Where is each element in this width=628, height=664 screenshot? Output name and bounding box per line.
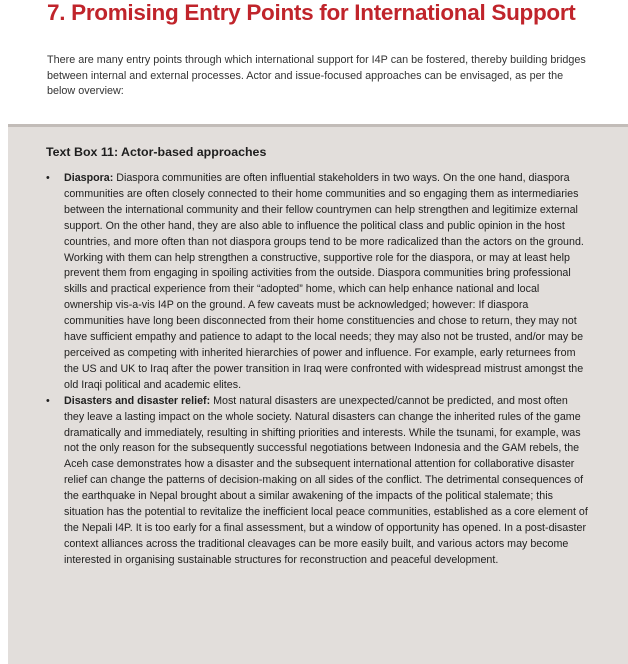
bullet-dot-icon: • <box>46 394 50 407</box>
bullet-dot-icon: • <box>46 172 50 184</box>
bullet-text: Diaspora communities are often influential stakeholders in two ways. On the one hand, diaspora communities are often closely connected to their home communities and so engaging them as intermediaries between the international community and their fellow countrymen can help strengthen and legitimize external support. On the other hand, they are also able to influence the political class and public opinion in the host countries, and more often than not diaspora groups tend to be more radicalized than the actors on the ground. Working with them can help strengthen a constructive, supportive role for the diaspora, or may at least help prevent them from engaging in spoiling activities from the outside. Diaspora communities bring professional skills and practical experience from their “adopted” home, which can help enhance national and local ownership vis-a-vis I4P on the ground. A few caveats must be acknowledged; however: If diaspora communities have long been disconnected from their home constituencies and chose to return, they may not have sufficient empathy and patience to adapt to the local needs; they may also not be trusted, and/or may be perceived as competing with inherited hierarchies of power and influence. For example, early returnees from the US and UK to Iraq after the power transition in Iraq were confronted with widespread mistrust amongst the old Iraqi political and academic elites. <box>64 172 584 391</box>
bullet-item-diaspora <box>46 171 590 394</box>
intro-paragraph: There are many entry points through which international support for I4P can be fostered, thereby building bridges between internal and external processes. Actor and issue-focused approaches can be envisaged, as per the below overview: <box>47 54 586 97</box>
text-box-title: Text Box 11: Actor-based approaches <box>46 145 267 159</box>
section-title: 7. Promising Entry Points for International Support <box>47 0 576 25</box>
bullet-item-disasters <box>46 394 590 569</box>
bullet-term: Diaspora: <box>64 172 114 184</box>
bullet-term: Disasters and disaster relief: <box>64 394 211 407</box>
bullet-text: Most natural disasters are unexpected/cannot be predicted, and most often they leave a lasting impact on the whole society. Natural disasters can change the inherited rules of the game dramatically and immediately, resulting in shifting priorities and interests. While the tsunami, for example, was not the only reason for the subsequently successful negotiations between Indonesia and the GAM rebels, the Aceh case demonstrates how a disaster and the subsequent international attention for collaborative disaster relief can change the patterns of decision-making on all sides of the conflict. The detrimental consequences of the earthquake in Nepal brought about a similar awakening of the impacts of the political stalemate; this situation has the potential to revitalize the inefficient local peace communities, established as a core element of the Nepali I4P. It is too early for a final assessment, but a window of opportunity has opened. In a post-disaster context alliances across the traditional cleavages can be more easily built, and various actors may become interested in organising sustainable structures for reconstruction and peaceful development. <box>64 394 588 566</box>
bullet-list <box>46 171 590 569</box>
text-box-11 <box>8 124 628 664</box>
